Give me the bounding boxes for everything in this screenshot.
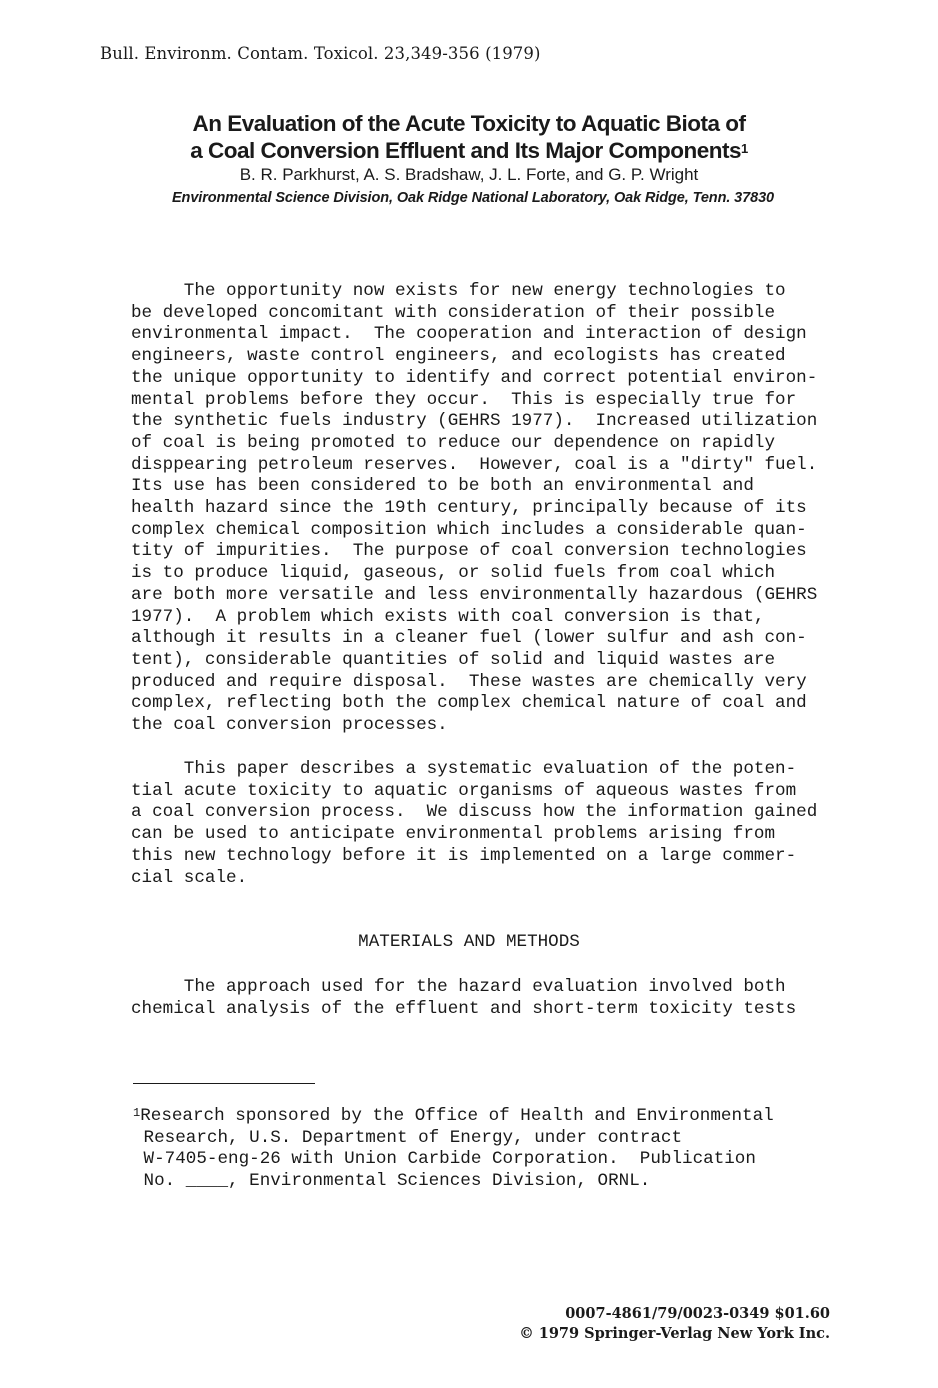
footnote [133,1106,774,1193]
footnote-divider [133,1083,315,1084]
journal-citation: Bull. Environm. Contam. Toxicol. 23,349-356 (1979) [100,44,541,63]
issn-price-line: 0007-4861/79/0023-0349 $01.60 [565,1305,830,1322]
title-line-2 [0,137,938,164]
footnote-text: Research sponsored by the Office of Health and Environmental Research, U.S. Department of Energy, under contract W-7405-eng-26 with Union Carbide Corporation. Publication No. ____, Environmental Sciences Division, ORNL. [140,1106,774,1192]
copyright-line: © 1979 Springer-Verlag New York Inc. [519,1325,830,1342]
footnote-mark: 1 [133,1106,141,1120]
intro-paragraph-1: The opportunity now exists for new energy technologies to be developed concomitant with consideration of their possible environmental impact. The cooperation and interaction of design engineers, waste control engineers, and ecologists has created the unique opportunity to identify and correct potential environ- mental problems before they occur. This is especially true for the synthetic fuels industry (GEHRS 1977). Increased utilization of coal is being promoted to reduce our dependence on rapidly disppearing petroleum reserves. However, coal is a "dirty" fuel. Its use has been considered to be both an environmental and health hazard since the 19th century, principally because of its complex chemical composition which includes a considerable quan- tity of impurities. The purpose of coal conversion technologies is to produce liquid, gaseous, or solid fuels from coal which are both more versatile and less environmentally hazardous (GEHRS 1977). A problem which exists with coal conversion is that, although it results in a cleaner fuel (lower sulfur and ash con- tent), considerable quantities of solid and liquid wastes are produced and require disposal. These wastes are chemically very complex, reflecting both the complex chemical nature of coal and the coal conversion processes. [131,281,818,736]
intro-paragraph-2: This paper describes a systematic evaluation of the poten- tial acute toxicity to aquatic organisms of aqueous wastes from a coal conversion process. We discuss how the information gained can be used to anticipate environmental problems arising from this new technology before it is implemented on a large commer- cial scale. [131,759,818,888]
methods-paragraph: The approach used for the hazard evaluation involved both chemical analysis of the effluent and short-term toxicity tests [131,977,797,1019]
paper-title [0,110,938,164]
title-line-1: An Evaluation of the Acute Toxicity to Aquatic Biota of [192,111,746,136]
author-affiliation: Environmental Science Division, Oak Ridge National Laboratory, Oak Ridge, Tenn. 37830 [171,190,775,206]
title-footnote-mark: 1 [741,141,748,156]
author-list: B. R. Parkhurst, A. S. Bradshaw, J. L. Forte, and G. P. Wright [239,165,699,184]
title-line-2-text: a Coal Conversion Effluent and Its Major Components [190,138,742,163]
section-heading-materials-methods: MATERIALS AND METHODS [358,932,580,952]
